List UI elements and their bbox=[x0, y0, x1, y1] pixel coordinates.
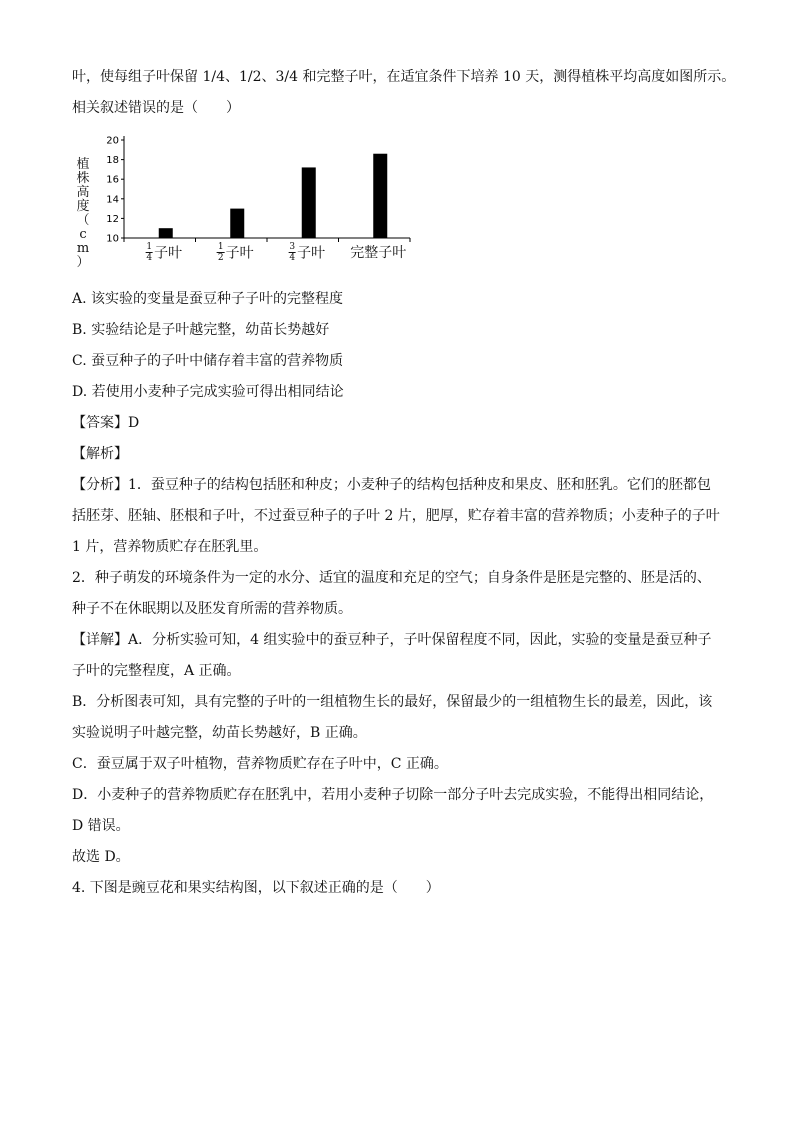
bar bbox=[230, 209, 244, 238]
y-axis-label-char: 度 bbox=[76, 199, 90, 214]
document-page bbox=[72, 62, 736, 904]
y-axis-label-char: ） bbox=[76, 255, 90, 270]
analysis-text: 1．蚕豆种子的结构包括胚和种皮；小麦种子的结构包括种皮和果皮、胚和胚乳。它们的胚都包 bbox=[128, 477, 711, 493]
analysis-fenxi-label: 【分析】 bbox=[72, 477, 128, 493]
detail-d-1: D．小麦种子的营养物质贮存在胚乳中，若用小麦种子切除一部分子叶去完成实验，不能得出相同结论， bbox=[72, 787, 714, 803]
option-c[interactable]: C. 蚕豆种子的子叶中储存着丰富的营养物质 bbox=[72, 353, 344, 369]
analysis-p1-c: 1 片，营养物质贮存在胚乳里。 bbox=[72, 539, 268, 555]
bar bbox=[302, 167, 316, 238]
fraction bbox=[217, 242, 225, 263]
y-tick-label: 10 bbox=[106, 233, 119, 245]
y-axis-label-char: c bbox=[79, 227, 87, 242]
analysis-p1-a bbox=[72, 470, 722, 501]
detail-a-2: 子叶的完整程度，A 正确。 bbox=[72, 663, 241, 679]
x-tick-suffix: 子叶 bbox=[297, 245, 326, 262]
fraction-numerator: 1 bbox=[146, 242, 153, 252]
detail-text: A．分析实验可知，4 组实验中的蚕豆种子，子叶保留程度不同，因此，实验的变量是蚕豆种子 bbox=[128, 632, 712, 648]
fraction bbox=[288, 242, 296, 263]
y-axis-label-char: m bbox=[76, 241, 90, 256]
y-tick-label: 18 bbox=[106, 155, 119, 167]
answer-options bbox=[72, 284, 722, 408]
option-d[interactable]: D. 若使用小麦种子完成实验可得出相同结论 bbox=[72, 384, 344, 400]
x-tick-label bbox=[288, 242, 325, 263]
detail-b-1: B．分析图表可知，具有完整的子叶的一组植物生长的最好，保留最少的一组植物生长的最差，因此，该 bbox=[72, 694, 713, 710]
fraction-denominator: 4 bbox=[289, 253, 296, 263]
y-tick-label: 12 bbox=[106, 213, 119, 225]
answer-label: 【答案】 bbox=[72, 415, 128, 431]
x-tick-suffix: 子叶 bbox=[225, 245, 254, 262]
analysis-p1-b: 括胚芽、胚轴、胚根和子叶，不过蚕豆种子的子叶 2 片，肥厚，贮存着丰富的营养物质；小麦种子的子叶 bbox=[72, 508, 720, 524]
fraction-denominator: 4 bbox=[146, 253, 153, 263]
fraction bbox=[145, 242, 153, 263]
bar bbox=[373, 154, 387, 238]
analysis-p2-b: 种子不在休眠期以及胚发育所需的营养物质。 bbox=[72, 601, 352, 617]
y-tick-label: 16 bbox=[106, 174, 119, 186]
x-tick-suffix: 子叶 bbox=[154, 245, 183, 262]
x-tick-label bbox=[217, 242, 254, 263]
next-question: 4. 下图是豌豆花和果实结构图，以下叙述正确的是（ ） bbox=[72, 880, 440, 896]
fraction-numerator: 3 bbox=[289, 242, 296, 252]
answer-line bbox=[72, 408, 722, 439]
y-axis-label-char: 植 bbox=[76, 157, 90, 172]
y-axis-label-char: （ bbox=[76, 213, 90, 228]
y-axis-label-char: 株 bbox=[76, 171, 90, 186]
detail-a-1 bbox=[72, 625, 722, 656]
y-axis-label-char: 高 bbox=[76, 185, 90, 200]
bar-chart bbox=[72, 128, 432, 278]
intro-line-1: 叶，使每组子叶保留 1/4、1/2、3/4 和完整子叶，在适宜条件下培养 10 天，测得植株平均高度如图所示。 bbox=[72, 69, 736, 85]
conclusion: 故选 D。 bbox=[72, 849, 130, 865]
x-tick-label bbox=[145, 242, 182, 263]
option-a[interactable]: A. 该实验的变量是蚕豆种子子叶的完整程度 bbox=[72, 291, 344, 307]
answer-value: D bbox=[128, 415, 140, 431]
y-tick-label: 20 bbox=[106, 135, 119, 147]
detail-label: 【详解】 bbox=[72, 632, 128, 648]
y-tick-label: 14 bbox=[106, 194, 119, 206]
bar bbox=[159, 228, 173, 238]
detail-b-2: 实验说明子叶越完整，幼苗长势越好，B 正确。 bbox=[72, 725, 367, 741]
detail-c-1: C．蚕豆属于双子叶植物，营养物质贮存在子叶中，C 正确。 bbox=[72, 756, 448, 772]
detail-d-2: D 错误。 bbox=[72, 818, 130, 834]
analysis-label: 【解析】 bbox=[72, 446, 128, 462]
analysis-p2-a: 2．种子萌发的环境条件为一定的水分、适宜的温度和充足的空气；自身条件是胚是完整的、胚是活的、 bbox=[72, 570, 711, 586]
x-tick-label bbox=[350, 242, 406, 262]
fraction-numerator: 1 bbox=[217, 242, 224, 252]
option-b[interactable]: B. 实验结论是子叶越完整，幼苗长势越好 bbox=[72, 322, 330, 338]
x-tick-suffix: 完整子叶 bbox=[350, 245, 407, 261]
question-stem: 相关叙述错误的是（ ） bbox=[72, 100, 240, 116]
fraction-denominator: 2 bbox=[217, 253, 224, 263]
